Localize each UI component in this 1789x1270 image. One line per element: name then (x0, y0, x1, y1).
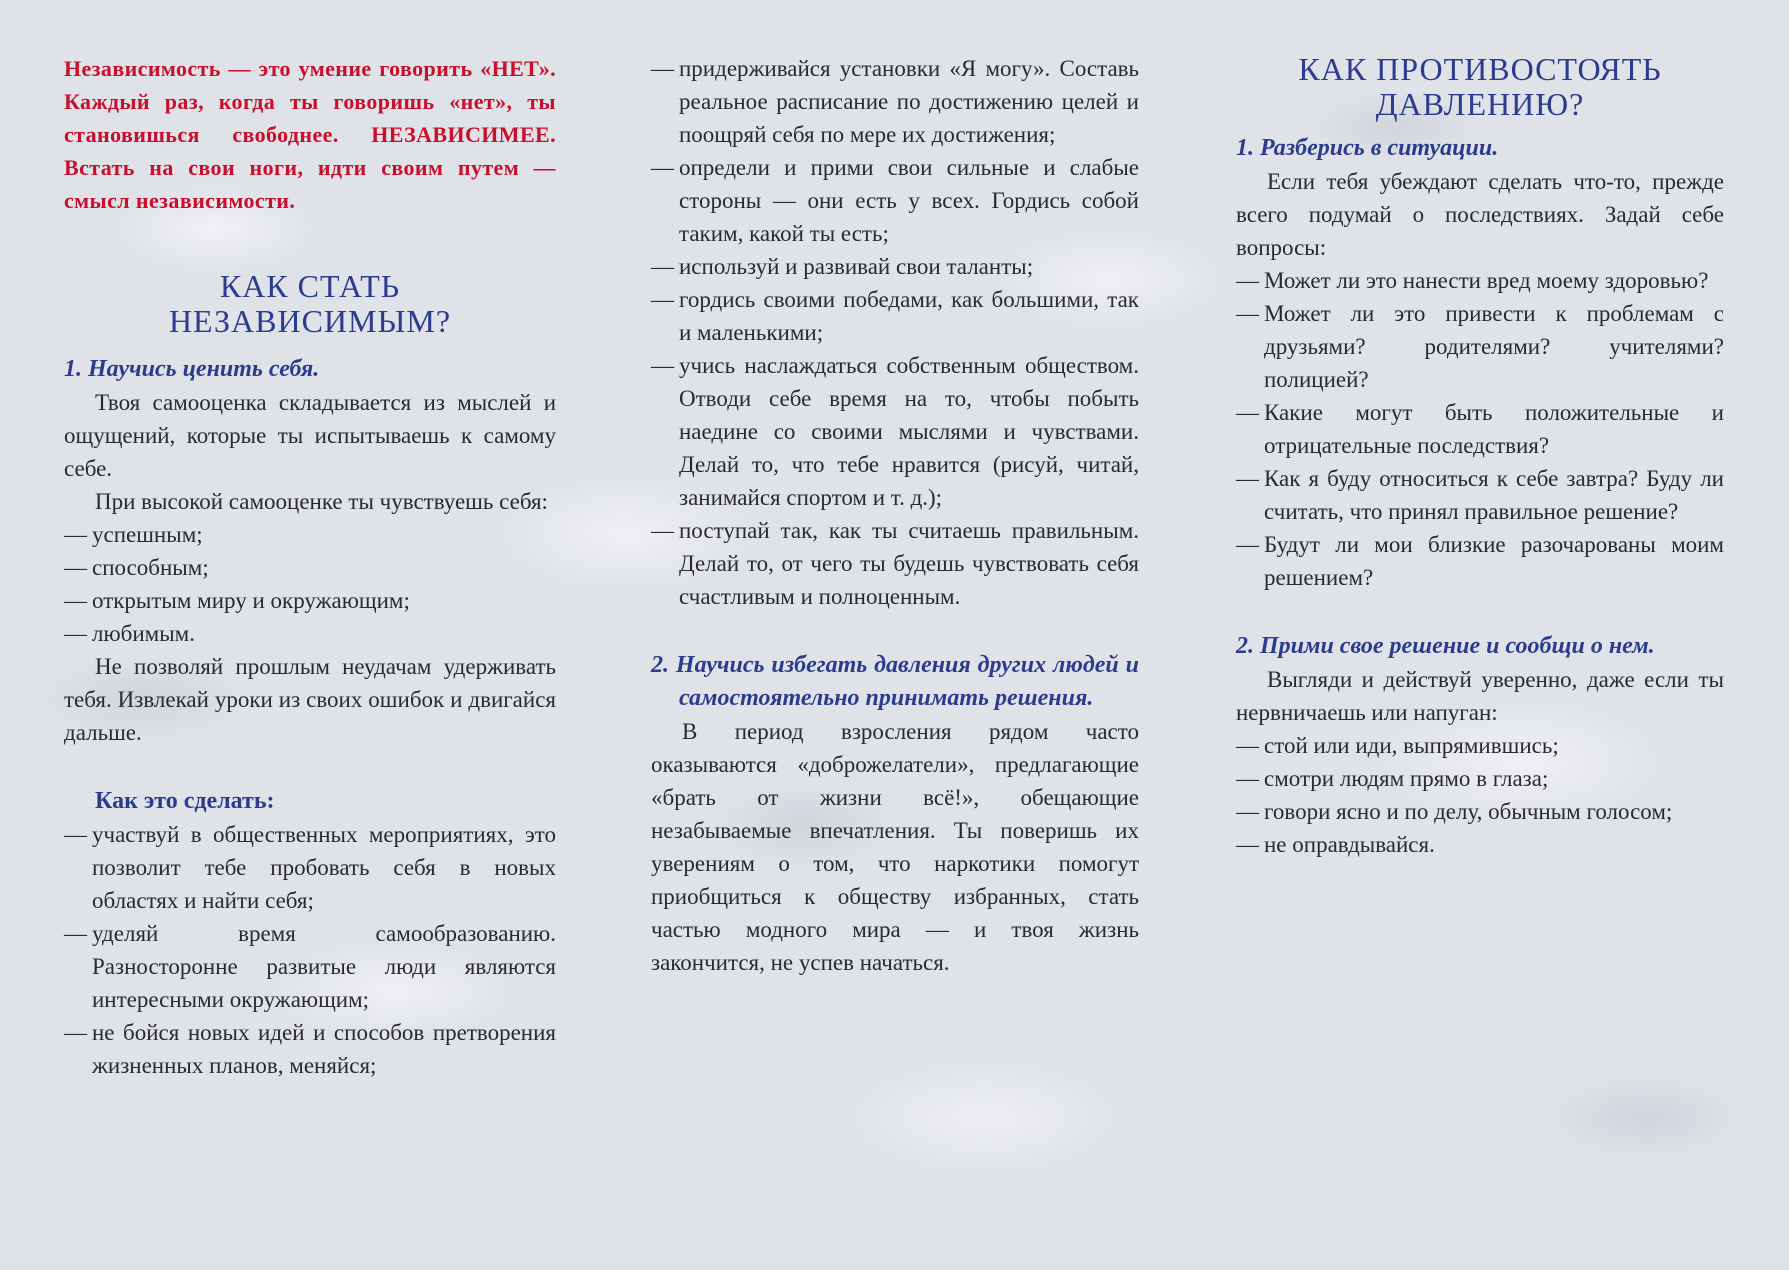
list-item: — придерживайся установки «Я могу». Составь реальное расписание по достижению целей и поощряй себя по мере их достижения; (651, 52, 1139, 151)
list-item: — говори ясно и по делу, обычным голосом; (1236, 795, 1724, 828)
paragraph-past-failures: Не позволяй прошлым неудачам удерживать тебя. Извлекай уроки из своих ошибок и двигайся дальше. (64, 654, 556, 745)
paragraph-self-esteem: Твоя самооценка складывается из мыслей и ощущений, которые ты испытываешь к самому себе. (64, 390, 556, 481)
feelings-list (64, 518, 556, 650)
section-1-title: 1. Разберись в ситуации. (1236, 135, 1499, 161)
list-item: — учись наслаждаться собственным обществом. Отводи себе время на то, чтобы побыть наедине со своими мыслями и чувствами. Делай то, что тебе нравится (рисуй, читай, занимайся спортом и т. д.); (651, 349, 1139, 514)
heading-line-1: КАК СТАТЬ (219, 268, 401, 304)
column-left (64, 52, 556, 1082)
heading-line-1: КАК ПРОТИВОСТОЯТЬ (1298, 51, 1662, 87)
heading-line-2: ДАВЛЕНИЮ? (1375, 86, 1585, 122)
list-item: — успешным; (64, 518, 556, 551)
section-2-title: 2. Научись избегать давления других людей и самостоятельно принимать решения. (651, 652, 1139, 711)
list-item: — любимым. (64, 617, 556, 650)
heading-how-to-become-independent (64, 269, 556, 339)
section-2-title: 2. Прими свое решение и сообщи о нем. (1236, 633, 1655, 659)
list-item: — не бойся новых идей и способов претворения жизненных планов, меняйся; (64, 1016, 556, 1082)
paragraph-peer-pressure: В период взросления рядом часто оказываются «доброжелатели», предлагающие «брать от жизни всё!», обещающие незабываемые впечатления. Ты поверишь их уверениям о том, что наркотики помогут приобщиться к обществу избранных, стать частью модного мира — и твоя жизнь закончится, не успев начаться. (651, 719, 1139, 975)
column-middle (651, 52, 1139, 979)
list-item: — смотри людям прямо в глаза; (1236, 762, 1724, 795)
paragraph-confidence: Выгляди и действуй уверенно, даже если ты нервничаешь или напуган: (1236, 667, 1724, 725)
list-item: — способным; (64, 551, 556, 584)
column-right (1236, 52, 1724, 861)
paragraph-consequences: Если тебя убеждают сделать что-то, прежде всего подумай о последствиях. Задай себе вопросы: (1236, 169, 1724, 260)
list-item: — участвуй в общественных мероприятиях, это позволит тебе пробовать себя в новых областях и найти себя; (64, 818, 556, 917)
list-item: — Может ли это привести к проблемам с друзьями? родителями? учителями? полицией? (1236, 297, 1724, 396)
heading-line-2: НЕЗАВИСИМЫМ? (168, 303, 452, 339)
questions-list (1236, 264, 1724, 594)
paragraph-high-self-esteem: При высокой самооценке ты чувствуешь себя: (95, 489, 548, 514)
list-item: — не оправдывайся. (1236, 828, 1724, 861)
list-item: — стой или иди, выпрямившись; (1236, 729, 1724, 762)
intro-text: Независимость — это умение говорить «НЕТ». Каждый раз, когда ты говоришь «нет», ты становишься свободнее. НЕЗАВИСИМЕЕ. Встать на свои ноги, идти своим путем — смысл независимости. (64, 56, 556, 213)
heading-how-to-resist-pressure (1236, 52, 1724, 122)
list-item: — Может ли это нанести вред моему здоровью? (1236, 264, 1724, 297)
actions-list (1236, 729, 1724, 861)
list-item: — определи и прими свои сильные и слабые стороны — они есть у всех. Гордись собой таким, какой ты есть; (651, 151, 1139, 250)
section-1-title: 1. Научись ценить себя. (64, 356, 320, 382)
list-item: — Будут ли мои близкие разочарованы моим решением? (1236, 528, 1724, 594)
list-item: — используй и развивай свои таланты; (651, 250, 1139, 283)
list-item: — уделяй время самообразованию. Разносторонне развитые люди являются интересными окружающим; (64, 917, 556, 1016)
list-item: — открытым миру и окружающим; (64, 584, 556, 617)
list-item: — поступай так, как ты считаешь правильным. Делай то, от чего ты будешь чувствовать себя счастливым и полноценным. (651, 514, 1139, 613)
list-item: — гордись своими победами, как большими, так и маленькими; (651, 283, 1139, 349)
howto-list-continued (651, 52, 1139, 613)
howto-list (64, 818, 556, 1082)
list-item: — Как я буду относиться к себе завтра? Буду ли считать, что принял правильное решение? (1236, 462, 1724, 528)
howto-title: Как это сделать: (95, 788, 275, 814)
list-item: — Какие могут быть положительные и отрицательные последствия? (1236, 396, 1724, 462)
